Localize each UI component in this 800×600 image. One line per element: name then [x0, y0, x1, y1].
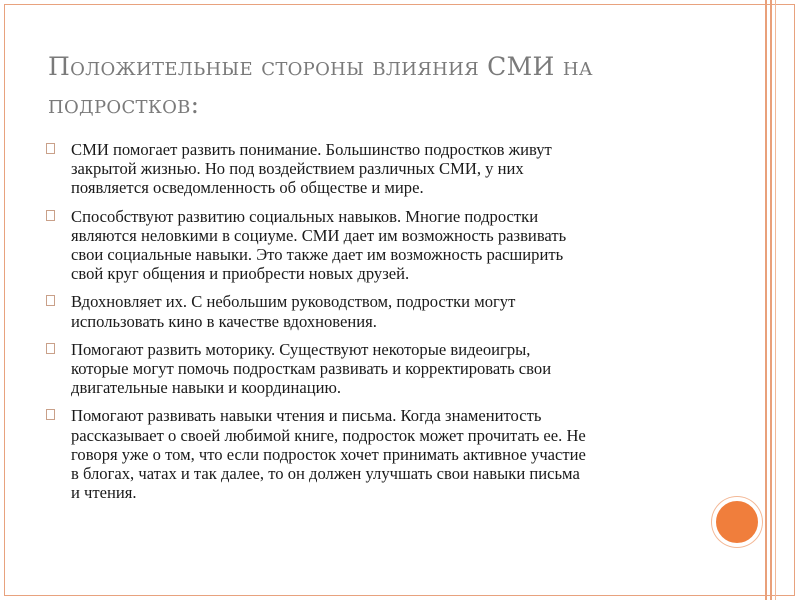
bullet-line: являются неловкими в социуме. СМИ дает им возможность развивать — [71, 225, 567, 245]
bullet-line: Способствуют развитию социальных навыков. Многие подростки — [71, 206, 539, 226]
bullet-line: Помогают развить моторику. Существуют некоторые видеоигры, — [71, 339, 531, 359]
slide-title-line-1: Положительные стороны влияния СМИ на — [48, 52, 593, 81]
orange-circle-icon — [712, 497, 762, 547]
decorative-vertical-line — [770, 0, 772, 600]
bullet-list — [46, 140, 726, 511]
bullet-line: и чтения. — [71, 483, 137, 503]
square-bullet-icon — [46, 343, 55, 354]
bullet-line: свой круг общения и приобрести новых друзей. — [71, 264, 410, 284]
square-bullet-icon — [46, 295, 55, 306]
square-bullet-icon — [46, 409, 55, 420]
bullet-line: использовать кино в качестве вдохновения. — [71, 311, 377, 331]
decorative-vertical-line — [765, 0, 767, 600]
bullet-line: Помогают развивать навыки чтения и письма. Когда знаменитость — [71, 406, 542, 426]
bullet-line: говоря уже о том, что если подросток хочет принимать активное участие — [71, 444, 586, 464]
bullet-line: рассказывает о своей любимой книге, подросток может прочитать ее. Не — [71, 425, 586, 445]
bullet-item — [46, 207, 726, 284]
square-bullet-icon — [46, 210, 55, 221]
bullet-line: Вдохновляет их. С небольшим руководством, подростки могут — [71, 292, 516, 312]
bullet-line: свои социальные навыки. Это также дает им возможность расширить — [71, 245, 564, 265]
bullet-item — [46, 406, 726, 502]
bullet-line: СМИ помогает развить понимание. Большинство подростков живут — [71, 140, 552, 159]
bullet-item — [46, 292, 726, 330]
bullet-line: двигательные навыки и координацию. — [71, 378, 342, 398]
bullet-line: в блогах, чатах и так далее, то он должен улучшать свои навыки письма — [71, 464, 580, 484]
bullet-item — [46, 140, 726, 198]
bullet-item — [46, 340, 726, 398]
bullet-line: которые могут помочь подросткам развивать и корректировать свои — [71, 359, 552, 379]
slide-title — [48, 48, 748, 124]
bullet-line: появляется осведомленность об обществе и мире. — [71, 178, 424, 198]
square-bullet-icon — [46, 143, 55, 154]
bullet-line: закрытой жизнью. Но под воздействием различных СМИ, у них — [71, 159, 524, 179]
slide-title-line-2: подростков: — [48, 90, 200, 119]
decorative-vertical-line — [775, 0, 776, 600]
